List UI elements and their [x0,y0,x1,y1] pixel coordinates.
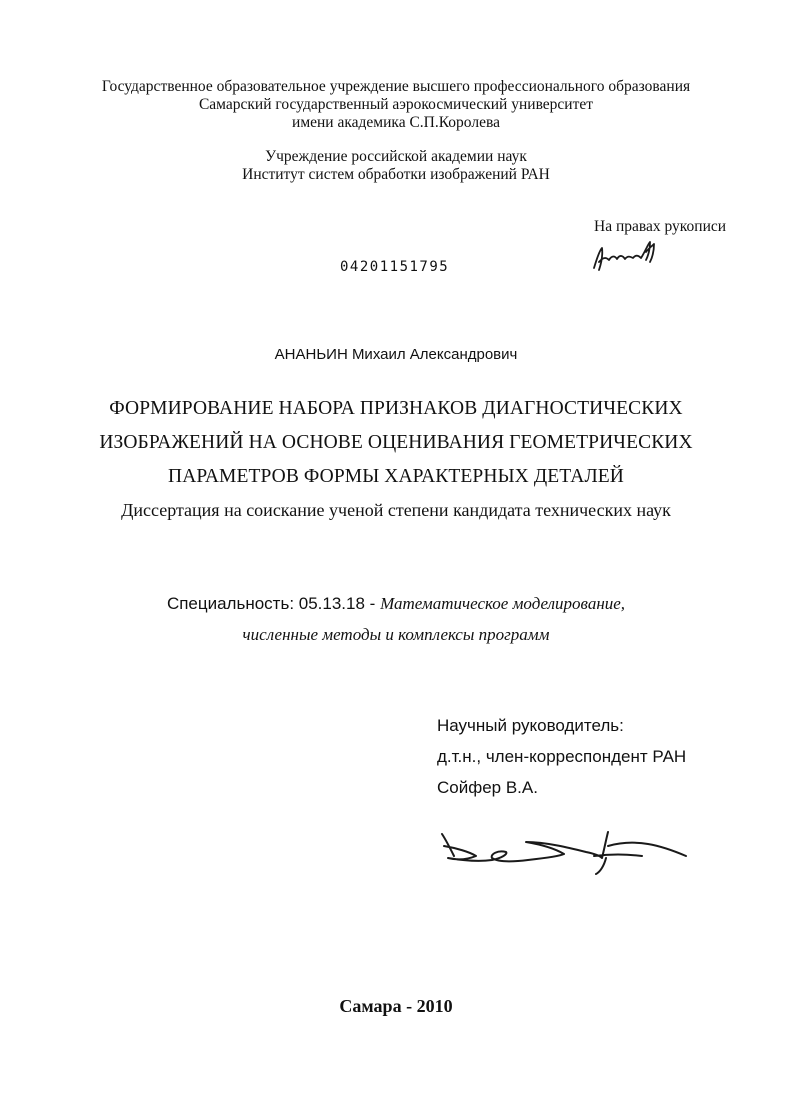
author-name: АНАНЬИН Михаил Александрович [274,346,518,363]
institution-line-1: Государственное образовательное учреждение высшего профессионального образования [101,78,691,95]
specialty-prefix: Специальность: 05.13.18 - [166,594,381,613]
academy-line-2: Институт систем обработки изображений РАН [242,166,550,183]
thesis-title-line-3: ПАРАМЕТРОВ ФОРМЫ ХАРАКТЕРНЫХ ДЕТАЛЕЙ [168,466,624,487]
thesis-title-line-2: ИЗОБРАЖЕНИЙ НА ОСНОВЕ ОЦЕНИВАНИЯ ГЕОМЕТРИЧЕСКИХ [99,432,693,453]
catalog-number: 04201151795 [340,259,450,275]
specialty-line-2 [0,619,792,650]
institution-line-3: имени академика С.П.Королева [292,114,500,131]
institution-line-2: Самарский государственный аэрокосмический университет [198,96,594,113]
city-year: Самара - 2010 [339,996,453,1016]
academy-line-1: Учреждение российской академии наук [265,148,527,165]
supervisor-label: Научный руководитель: [437,716,624,735]
supervisor-signature-image [436,826,696,890]
specialty-name-2: численные методы и комплексы программ [242,625,550,644]
rights-note: На правах рукописи [594,218,727,235]
degree-line: Диссертация на соискание ученой степени кандидата технических наук [121,500,671,520]
supervisor-name: Сойфер В.А. [437,778,538,797]
supervisor-credentials: д.т.н., член-корреспондент РАН [437,747,687,766]
thesis-title-line-1: ФОРМИРОВАНИЕ НАБОРА ПРИЗНАКОВ ДИАГНОСТИЧЕСКИХ [109,398,683,419]
author-signature-image [590,238,662,274]
specialty-name-1: Математическое моделирование, [380,594,626,613]
specialty-line-1 [0,588,792,619]
